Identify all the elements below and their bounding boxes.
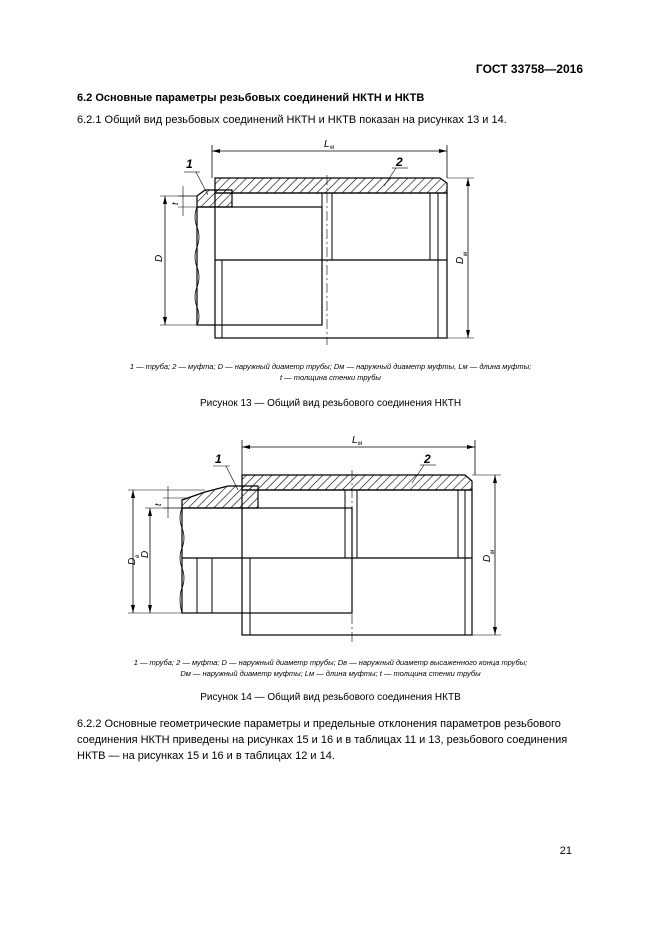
fig14-label-Dv-sub: в — [135, 554, 141, 558]
figure-14-drawing — [0, 420, 661, 670]
figure-14-caption: Рисунок 14 — Общий вид резьбового соединения НКТВ — [200, 692, 461, 703]
paragraph-6-2-2: 6.2.2 Основные геометрические параметры и предельные отклонения параметров резьбового соединения НКТН приведены на рисунках 15 и 16 и в таблицах 11 и 13, резьбового соединения НКТВ — на рисунках 15 и 16 и в таблицах 12 и 14. — [77, 718, 568, 762]
fig14-label-Dm: D — [482, 554, 493, 562]
figure-13-legend — [0, 361, 661, 383]
fig13-label-L: L — [324, 139, 330, 150]
fig14-label-D: D — [140, 550, 151, 558]
document-header-standard: ГОСТ 33758—2016 — [475, 62, 583, 76]
fig14-label-t: t — [153, 503, 163, 506]
figure-13-legend-line1: 1 — труба; 2 — муфта; D — наружный диаметр трубы; Dм — наружный диаметр муфты, Lм — длина муфты; — [129, 362, 532, 371]
fig14-label-L-sub: м — [358, 441, 363, 447]
figure-14-legend-line1: 1 — труба; 2 — муфта; D — наружный диаметр трубы; Dв — наружный диаметр высаженного конца трубы; — [133, 658, 528, 667]
fig14-callout-1: 1 — [215, 452, 222, 466]
fig13-label-Dm-sub: м — [463, 251, 469, 256]
fig14-label-Dv: D — [127, 557, 138, 565]
fig13-callout-2: 2 — [396, 155, 403, 169]
fig13-label-t: t — [170, 202, 180, 205]
fig14-callout-2: 2 — [424, 452, 431, 466]
page-number: 21 — [559, 845, 572, 857]
paragraph-6-2-1: 6.2.1 Общий вид резьбовых соединений НКТН и НКТВ показан на рисунках 13 и 14. — [77, 114, 507, 126]
figure-13-caption: Рисунок 13 — Общий вид резьбового соединения НКТН — [199, 398, 462, 409]
fig13-label-D: D — [154, 254, 165, 262]
fig14-label-Dm-sub: м — [490, 549, 496, 554]
fig13-callout-1: 1 — [186, 157, 193, 171]
fig13-label-Dm: D — [455, 256, 466, 264]
fig14-label-L: L — [352, 435, 358, 446]
figure-13-legend-line2: t — толщина стенки трубы — [280, 373, 381, 382]
section-title: 6.2 Основные параметры резьбовых соединений НКТН и НКТВ — [77, 92, 425, 104]
figure-14-legend — [0, 657, 661, 679]
figure-13-drawing — [0, 0, 661, 350]
fig13-label-L-sub: м — [330, 145, 335, 151]
figure-14-legend-line2: Dм — наружный диаметр муфты; Lм — длина муфты; t — толщина стенки трубы — [180, 669, 481, 678]
